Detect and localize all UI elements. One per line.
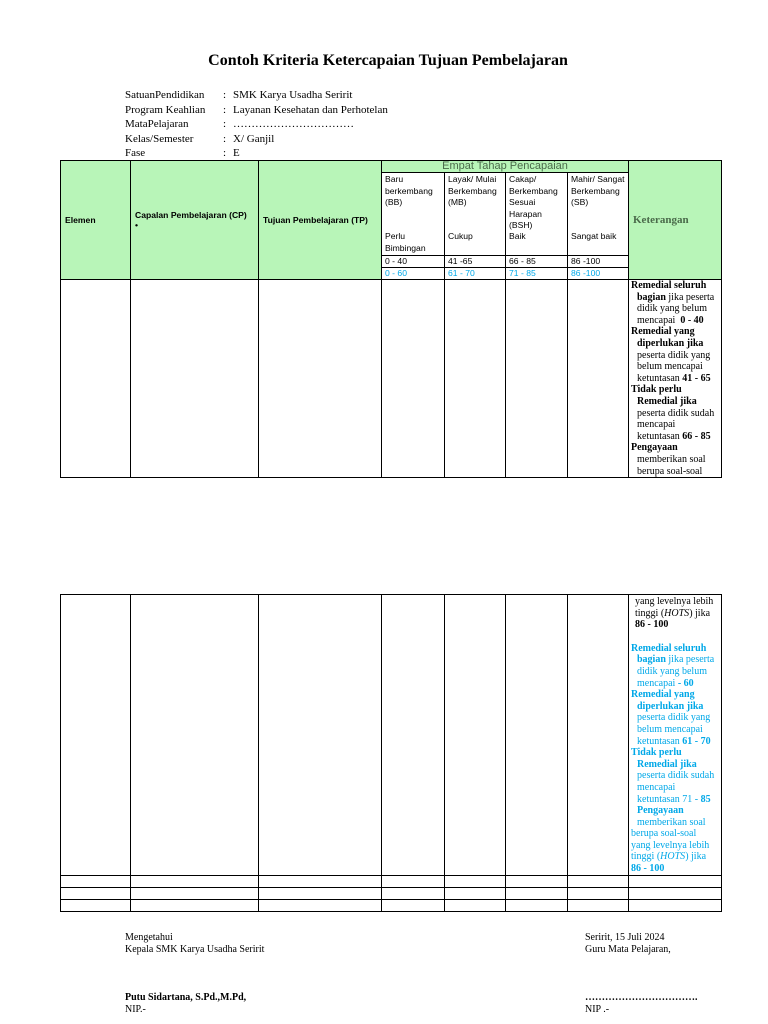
range-mb: 41 -65 bbox=[445, 256, 506, 268]
page-title: Contoh Kriteria Ketercapaian Tujuan Pembelajaran bbox=[208, 52, 568, 69]
keterangan-cell bbox=[629, 595, 722, 876]
phase-name: Baru berkembang (BB) bbox=[385, 174, 433, 207]
meta-label: Fase bbox=[125, 147, 146, 160]
range-alt-bsh: 71 - 85 bbox=[506, 268, 568, 280]
ket-text: Remedial seluruh bbox=[631, 280, 707, 291]
meta-row-program bbox=[125, 103, 388, 118]
phase-desc: Perlu Bimbingan bbox=[385, 231, 426, 253]
meta-value: Layanan Kesehatan dan Perhotelan bbox=[233, 103, 388, 116]
ket-text: peserta didik yang bbox=[637, 712, 711, 724]
signature-left bbox=[125, 932, 264, 955]
phase-desc: Sangat baik bbox=[571, 231, 617, 241]
empty-cell bbox=[382, 875, 445, 887]
ket-text: jika peserta bbox=[665, 654, 715, 666]
ket-remedial-all bbox=[631, 280, 719, 326]
empty-cell bbox=[629, 875, 722, 887]
cell-bsh bbox=[506, 280, 568, 478]
ket-text: belum mencapai bbox=[637, 723, 703, 735]
ket-text: ) jika bbox=[685, 851, 707, 863]
ket-text: 0 - 40 bbox=[680, 314, 704, 326]
header-elemen: Elemen bbox=[61, 161, 131, 280]
meta-value: X/ Ganjil bbox=[233, 132, 275, 145]
ket-text: didik yang belum bbox=[637, 665, 707, 677]
ket-text: ketuntasan bbox=[637, 735, 680, 747]
empty-cell bbox=[445, 899, 506, 911]
header-cp-bullet: • bbox=[135, 220, 139, 230]
header-cp-label: Capalan Pembelajaran (CP) bbox=[135, 210, 247, 220]
signature-right-name: ……………………………. bbox=[585, 992, 698, 1003]
empty-cell bbox=[568, 875, 629, 887]
ket-text: HOTS bbox=[664, 607, 690, 619]
phase-name: Mahir/ Sangat Berkembang (SB) bbox=[571, 174, 625, 207]
phase-desc: Cukup bbox=[448, 231, 473, 241]
ket-text: 85 bbox=[700, 793, 711, 805]
empty-cell bbox=[131, 875, 259, 887]
meta-row-mapel bbox=[125, 117, 388, 132]
meta-row-satuan bbox=[125, 88, 388, 103]
empty-cell bbox=[629, 899, 722, 911]
meta-value: …………………………… bbox=[233, 118, 354, 131]
ket-text: belum mencapai bbox=[637, 361, 703, 373]
empty-cell bbox=[445, 887, 506, 899]
signature-left-name: Putu Sidartana, S.Pd.,M.Pd, bbox=[125, 992, 247, 1003]
ket-remedial-all-alt bbox=[631, 643, 719, 689]
ket-text: mencapai bbox=[637, 419, 676, 431]
identity-block bbox=[125, 88, 388, 161]
phase-sb bbox=[568, 173, 629, 256]
ket-text: peserta didik yang bbox=[637, 349, 711, 361]
range-sb: 86 -100 bbox=[568, 256, 629, 268]
ket-text: diperlukan jika bbox=[637, 337, 704, 349]
empty-cell bbox=[61, 887, 131, 899]
ket-text: HOTS bbox=[660, 851, 686, 863]
signature-right-line1: Seririt, 15 Juli 2024 bbox=[585, 932, 665, 943]
ket-text: tinggi ( bbox=[631, 851, 661, 863]
criteria-table-page1 bbox=[60, 160, 722, 478]
ket-text: jika peserta bbox=[665, 291, 715, 303]
cell-cp bbox=[131, 280, 259, 478]
header-group-pencapaian: Empat Tahap Pencapaian bbox=[382, 161, 629, 173]
ket-text: diperlukan jika bbox=[637, 700, 704, 712]
meta-label: MataPelajaran bbox=[125, 118, 189, 131]
empty-cell bbox=[382, 887, 445, 899]
cell-sb bbox=[568, 595, 629, 876]
meta-row-kelas bbox=[125, 132, 388, 147]
empty-cell bbox=[259, 887, 382, 899]
ket-text: Remedial jika bbox=[637, 758, 697, 770]
empty-cell bbox=[506, 887, 568, 899]
ket-text: memberikan soal bbox=[637, 453, 706, 465]
cell-bb bbox=[382, 595, 445, 876]
meta-row-fase bbox=[125, 146, 388, 161]
ket-text: 86 - 100 bbox=[631, 863, 665, 875]
ket-text: ketuntasan bbox=[637, 372, 680, 384]
range-bsh: 66 - 85 bbox=[506, 256, 568, 268]
cell-bb bbox=[382, 280, 445, 478]
signature-left-name-block bbox=[125, 992, 246, 1015]
ket-text: bagian bbox=[637, 291, 666, 303]
empty-cell bbox=[61, 875, 131, 887]
cell-tp bbox=[259, 595, 382, 876]
signature-right-name-block bbox=[585, 992, 698, 1015]
signature-left-line2: Kepala SMK Karya Usadha Seririt bbox=[125, 943, 265, 955]
empty-cell bbox=[259, 899, 382, 911]
signature-right bbox=[585, 932, 671, 955]
cell-elemen bbox=[61, 280, 131, 478]
ket-text: ketuntasan 71 - bbox=[637, 793, 699, 805]
empty-cell bbox=[131, 887, 259, 899]
ket-text: Tidak perlu bbox=[631, 384, 682, 396]
ket-text: 61 - 70 bbox=[682, 735, 711, 747]
empty-cell bbox=[568, 887, 629, 899]
meta-separator: : bbox=[223, 89, 227, 101]
cell-sb bbox=[568, 280, 629, 478]
ket-text: - 60 bbox=[677, 677, 694, 689]
phase-name: Cakap/ Berkembang Sesuai Harapan (BSH) bbox=[509, 174, 558, 230]
signature-right-line2: Guru Mata Pelajaran, bbox=[585, 943, 671, 955]
header-cp bbox=[131, 161, 259, 280]
ket-remedial-needed bbox=[631, 326, 719, 384]
ket-text: Tidak perlu bbox=[631, 747, 682, 759]
ket-text: bagian bbox=[637, 654, 666, 666]
ket-text: Remedial jika bbox=[637, 395, 697, 407]
ket-no-remedial bbox=[631, 384, 719, 442]
ket-text: peserta didik sudah bbox=[637, 407, 715, 419]
header-tp: Tujuan Pembelajaran (TP) bbox=[259, 161, 382, 280]
meta-value: E bbox=[233, 147, 240, 160]
ket-text: mencapai bbox=[637, 677, 676, 689]
cell-bsh bbox=[506, 595, 568, 876]
ket-text: yang levelnya lebih bbox=[631, 839, 710, 851]
ket-text: tinggi ( bbox=[635, 607, 665, 619]
signature-left-line1: Mengetahui bbox=[125, 932, 173, 943]
phase-desc: Baik bbox=[509, 231, 526, 241]
ket-text: 41 - 65 bbox=[682, 372, 711, 384]
keterangan-cell bbox=[629, 280, 722, 478]
ket-no-remedial-alt bbox=[631, 747, 719, 805]
ket-text: 66 - 85 bbox=[682, 430, 711, 442]
ket-text: Remedial yang bbox=[631, 326, 695, 338]
empty-cell bbox=[506, 875, 568, 887]
range-alt-bb: 0 - 60 bbox=[382, 268, 445, 280]
empty-cell bbox=[61, 899, 131, 911]
cell-elemen bbox=[61, 595, 131, 876]
meta-label: Program Keahlian bbox=[125, 103, 206, 116]
range-alt-mb: 61 - 70 bbox=[445, 268, 506, 280]
empty-cell bbox=[131, 899, 259, 911]
ket-text: Pengayaan bbox=[637, 805, 684, 817]
empty-cell bbox=[568, 899, 629, 911]
ket-text: mencapai bbox=[637, 314, 676, 326]
ket-pengayaan-alt bbox=[631, 805, 719, 875]
ket-text: 86 - 100 bbox=[635, 619, 669, 631]
ket-text: Remedial yang bbox=[631, 689, 695, 701]
empty-cell bbox=[629, 887, 722, 899]
signature-left-nip: NIP.- bbox=[125, 1003, 146, 1015]
meta-value: SMK Karya Usadha Seririt bbox=[233, 89, 353, 101]
cell-cp bbox=[131, 595, 259, 876]
ket-text: yang levelnya lebih bbox=[635, 596, 714, 607]
meta-label: SatuanPendidikan bbox=[125, 89, 205, 101]
ket-pengayaan-continued bbox=[631, 596, 719, 631]
meta-label: Kelas/Semester bbox=[125, 132, 194, 145]
meta-separator: : bbox=[223, 103, 227, 116]
ket-text: mencapai bbox=[637, 781, 676, 793]
cell-tp bbox=[259, 280, 382, 478]
ket-text: didik yang belum bbox=[637, 303, 707, 315]
phase-bsh bbox=[506, 173, 568, 256]
phase-mb bbox=[445, 173, 506, 256]
meta-separator: : bbox=[223, 118, 227, 131]
phase-bb bbox=[382, 173, 445, 256]
empty-cell bbox=[259, 875, 382, 887]
ket-text: Pengayaan bbox=[631, 442, 678, 454]
range-alt-sb: 86 -100 bbox=[568, 268, 629, 280]
cell-mb bbox=[445, 280, 506, 478]
empty-cell bbox=[382, 899, 445, 911]
ket-text: memberikan soal bbox=[637, 816, 706, 828]
ket-text: berupa soal-soal bbox=[631, 828, 697, 840]
empty-cell bbox=[506, 899, 568, 911]
ket-pengayaan bbox=[631, 442, 719, 477]
phase-name: Layak/ Mulai Berkembang (MB) bbox=[448, 174, 497, 207]
ket-text: ketuntasan bbox=[637, 430, 680, 442]
ket-text: peserta didik sudah bbox=[637, 770, 715, 782]
empty-cell bbox=[445, 875, 506, 887]
ket-text: berupa soal-soal bbox=[637, 465, 703, 477]
meta-separator: : bbox=[223, 132, 227, 145]
ket-text: Remedial seluruh bbox=[631, 642, 707, 654]
signature-right-nip: NIP .- bbox=[585, 1003, 610, 1015]
cell-mb bbox=[445, 595, 506, 876]
header-keterangan: Keterangan bbox=[629, 161, 722, 280]
ket-remedial-needed-alt bbox=[631, 689, 719, 747]
meta-separator: : bbox=[223, 147, 227, 160]
criteria-table-page2 bbox=[60, 594, 722, 912]
range-bb: 0 - 40 bbox=[382, 256, 445, 268]
ket-text: ) jika bbox=[689, 607, 711, 619]
